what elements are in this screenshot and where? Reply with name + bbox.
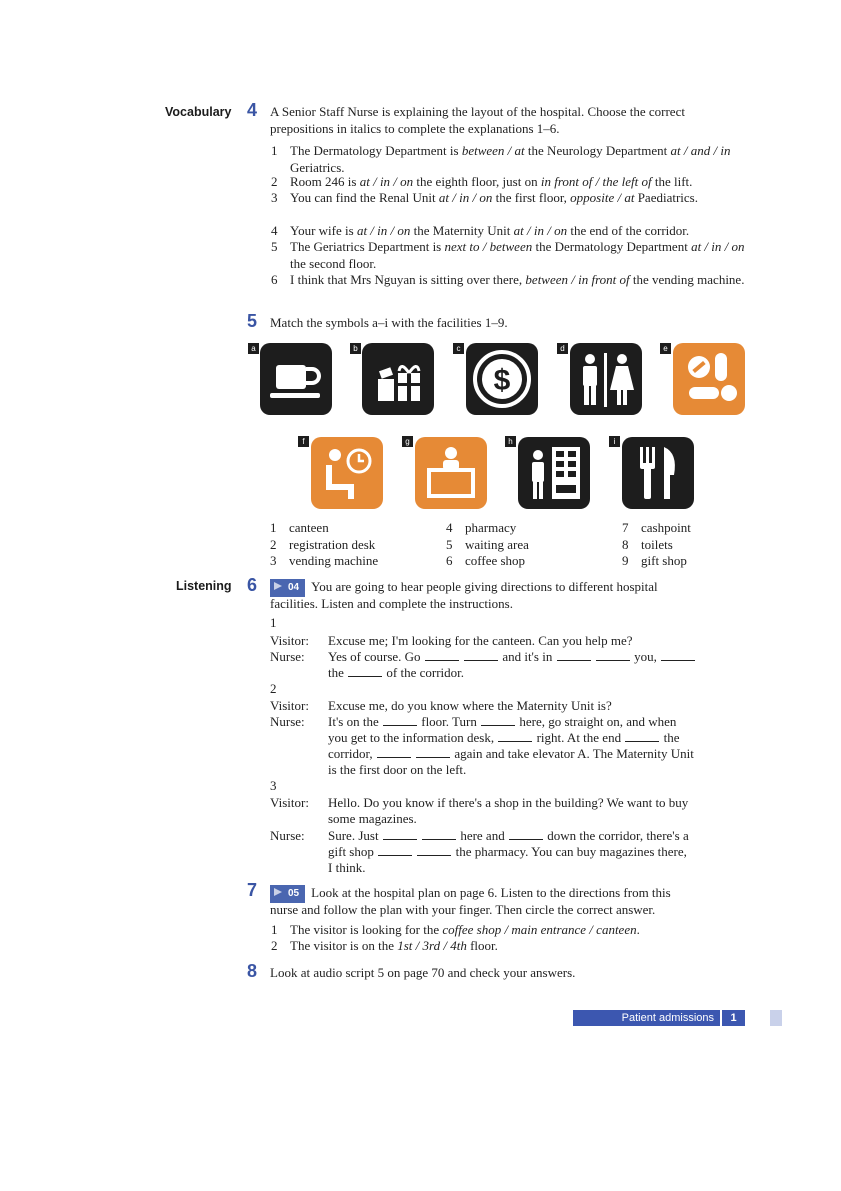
exercise-6-instruction: 04 You are going to hear people giving directions to different hospital xyxy=(270,579,658,597)
preposition-options[interactable]: next to / between xyxy=(444,239,533,254)
facility-number: 4 xyxy=(446,520,453,535)
speaker-label: Visitor: xyxy=(270,633,309,648)
preposition-options[interactable]: between / at xyxy=(461,143,525,158)
answer-blank[interactable] xyxy=(596,650,630,661)
exercise-7-instruction-cont: nurse and follow the plan with your finger. Then circle the correct answer. xyxy=(270,902,656,917)
item-number: 2 xyxy=(271,174,278,189)
preposition-options[interactable]: in front of / the left of xyxy=(540,174,652,189)
answer-options[interactable]: coffee shop / main entrance / canteen xyxy=(442,922,637,937)
item-text: the first floor, xyxy=(492,190,571,205)
dialogue-line: the of the corridor. xyxy=(328,665,465,680)
item-text: The visitor is looking for the xyxy=(290,922,443,937)
dialogue-line: Yes of course. Go and it's in you, xyxy=(328,649,743,665)
symbol-letter: d xyxy=(557,343,568,354)
item-number: 5 xyxy=(271,239,278,254)
answer-blank[interactable] xyxy=(383,829,417,840)
answer-blank[interactable] xyxy=(383,715,417,726)
symbol-letter: f xyxy=(298,436,309,447)
exercise-5-instruction: Match the symbols a–i with the facilities 1–9. xyxy=(270,315,508,330)
facility-number: 5 xyxy=(446,537,453,552)
exercise-4-item xyxy=(290,272,752,289)
preposition-options[interactable]: at / in / on xyxy=(691,239,745,254)
answer-blank[interactable] xyxy=(417,845,451,856)
facility-number: 2 xyxy=(270,537,277,552)
audio-track-badge[interactable]: 04 xyxy=(270,579,305,597)
exercise-4-item xyxy=(290,223,752,240)
exercise-7-item xyxy=(290,938,498,954)
item-text: Geriatrics. xyxy=(290,159,345,175)
dialogue-line: is the first door on the left. xyxy=(328,762,467,777)
symbol-letter: c xyxy=(453,343,464,354)
pills-icon xyxy=(673,343,745,415)
speaker-label: Nurse: xyxy=(270,649,305,664)
facility-name: registration desk xyxy=(289,537,376,552)
fork-knife-icon xyxy=(622,437,694,509)
audio-track-badge[interactable]: 05 xyxy=(270,885,305,903)
item-number: 1 xyxy=(271,922,278,937)
facility-name: waiting area xyxy=(465,537,529,552)
registration-desk-icon xyxy=(415,437,487,509)
item-text: the Dermatology Department xyxy=(532,239,692,254)
exercise-6-instruction-cont: facilities. Listen and complete the instructions. xyxy=(270,596,513,611)
exercise-8-instruction: Look at audio script 5 on page 70 and check your answers. xyxy=(270,965,576,980)
exercise-4-item xyxy=(290,190,752,207)
section-label-listening: Listening xyxy=(176,579,232,593)
facility-name: gift shop xyxy=(641,553,687,568)
dialogue-line: It's on the floor. Turn here, go straight on, and when xyxy=(328,714,677,729)
preposition-options[interactable]: at / in / on xyxy=(359,174,414,189)
exercise-4-item xyxy=(290,143,752,176)
exercise-number: 4 xyxy=(247,100,258,120)
facility-name: vending machine xyxy=(289,553,379,568)
item-text: the second floor. xyxy=(290,255,377,271)
item-text: the lift. xyxy=(651,174,693,189)
preposition-options[interactable]: opposite / at xyxy=(570,190,635,205)
toilets-icon xyxy=(570,343,642,415)
answer-blank[interactable] xyxy=(425,650,459,661)
symbol-letter: i xyxy=(609,436,620,447)
symbol-letter: h xyxy=(505,436,516,447)
item-text: The Geriatrics Department is xyxy=(290,239,445,254)
preposition-options[interactable]: at / and / in xyxy=(670,143,731,158)
answer-blank[interactable] xyxy=(661,650,695,661)
answer-blank[interactable] xyxy=(348,666,382,677)
dialogue-line: you get to the information desk, right. At the end the xyxy=(328,730,680,745)
item-number: 3 xyxy=(271,190,278,205)
exercise-number: 6 xyxy=(247,575,258,595)
item-text: the vending machine. xyxy=(629,272,745,287)
item-number: 6 xyxy=(271,272,278,287)
exercise-number: 7 xyxy=(247,880,258,900)
dialogue-line: Excuse me, do you know where the Maternity Unit is? xyxy=(328,698,612,713)
preposition-options[interactable]: at / in / on xyxy=(438,190,493,205)
dialogue-line: Sure. Just here and down the corridor, there's a xyxy=(328,828,689,843)
preposition-options[interactable]: at / in / on xyxy=(513,223,568,238)
dialogue-line: corridor, again and take elevator A. The Maternity Unit xyxy=(328,746,694,761)
item-text: Your wife is xyxy=(290,223,357,238)
svg-text:$: $ xyxy=(493,364,511,397)
item-text: I think that Mrs Nguyan is sitting over there, xyxy=(290,272,526,287)
speaker-label: Nurse: xyxy=(270,714,305,729)
exercise-number: 5 xyxy=(247,311,258,331)
facility-number: 3 xyxy=(270,553,277,568)
item-text: The Dermatology Department is xyxy=(290,143,462,158)
coffee-cup-icon xyxy=(260,343,332,415)
unit-title-bar: Patient admissions xyxy=(573,1010,720,1026)
page-number: 1 xyxy=(722,1010,745,1026)
speaker-label: Nurse: xyxy=(270,828,305,843)
item-number: 2 xyxy=(271,938,278,953)
item-text: . xyxy=(636,922,640,937)
dialogue-line: gift shop the pharmacy. You can buy magazines there, xyxy=(328,844,687,859)
item-text: floor. xyxy=(466,938,498,953)
answer-blank[interactable] xyxy=(464,650,498,661)
dialogue-line: some magazines. xyxy=(328,811,417,826)
item-text: The visitor is on the xyxy=(290,938,398,953)
facility-number: 1 xyxy=(270,520,277,535)
page-edge-tab xyxy=(770,1010,782,1026)
item-text: Room 246 is xyxy=(290,174,360,189)
answer-blank[interactable] xyxy=(422,829,456,840)
answer-blank[interactable] xyxy=(378,845,412,856)
item-text: the Maternity Unit xyxy=(410,223,514,238)
item-text: the end of the corridor. xyxy=(567,223,690,238)
item-text: You can find the Renal Unit xyxy=(290,190,439,205)
answer-blank[interactable] xyxy=(416,747,450,758)
dialogue-line: Excuse me; I'm looking for the canteen. Can you help me? xyxy=(328,633,633,648)
dollar-coin-icon xyxy=(466,343,538,415)
answer-blank[interactable] xyxy=(377,747,411,758)
facility-number: 6 xyxy=(446,553,453,568)
answer-blank[interactable] xyxy=(625,731,659,742)
answer-blank[interactable] xyxy=(481,715,515,726)
dialogue-number: 1 xyxy=(270,615,277,630)
item-text: the Neurology Department xyxy=(524,143,671,158)
facility-name: canteen xyxy=(289,520,329,535)
facility-name: coffee shop xyxy=(465,553,526,568)
symbol-letter: g xyxy=(402,436,413,447)
waiting-area-icon xyxy=(311,437,383,509)
exercise-4-item xyxy=(290,174,752,191)
symbol-letter: a xyxy=(248,343,259,354)
exercise-4-item xyxy=(290,239,752,272)
vending-machine-icon xyxy=(518,437,590,509)
speaker-label: Visitor: xyxy=(270,698,309,713)
dialogue-line: I think. xyxy=(328,860,366,875)
facility-name: toilets xyxy=(641,537,673,552)
exercise-7-item xyxy=(290,922,640,938)
gift-shop-icon xyxy=(362,343,434,415)
item-text: Paediatrics. xyxy=(634,190,698,205)
exercise-4-instruction: A Senior Staff Nurse is explaining the layout of the hospital. Choose the correct prepositions in italics to complete the explanations 1–6. xyxy=(270,104,685,136)
preposition-options[interactable]: at / in / on xyxy=(356,223,411,238)
item-number: 4 xyxy=(271,223,278,238)
facility-number: 7 xyxy=(622,520,629,535)
facility-name: pharmacy xyxy=(465,520,517,535)
exercise-7-instruction: 05 Look at the hospital plan on page 6. Listen to the directions from this xyxy=(270,885,671,903)
section-label-vocabulary: Vocabulary xyxy=(165,105,232,119)
facility-number: 9 xyxy=(622,553,629,568)
item-text: the eighth floor, just on xyxy=(413,174,541,189)
preposition-options[interactable]: between / in front of xyxy=(525,272,630,287)
item-number: 1 xyxy=(271,143,278,158)
dialogue-number: 2 xyxy=(270,681,277,696)
answer-blank[interactable] xyxy=(509,829,543,840)
facility-name: cashpoint xyxy=(641,520,691,535)
dialogue-line: Hello. Do you know if there's a shop in the building? We want to buy xyxy=(328,795,689,810)
answer-blank[interactable] xyxy=(498,731,532,742)
speaker-label: Visitor: xyxy=(270,795,309,810)
answer-blank[interactable] xyxy=(557,650,591,661)
facility-number: 8 xyxy=(622,537,629,552)
answer-options[interactable]: 1st / 3rd / 4th xyxy=(397,938,467,953)
dialogue-number: 3 xyxy=(270,778,277,793)
symbol-letter: b xyxy=(350,343,361,354)
symbol-letter: e xyxy=(660,343,671,354)
exercise-number: 8 xyxy=(247,961,258,981)
